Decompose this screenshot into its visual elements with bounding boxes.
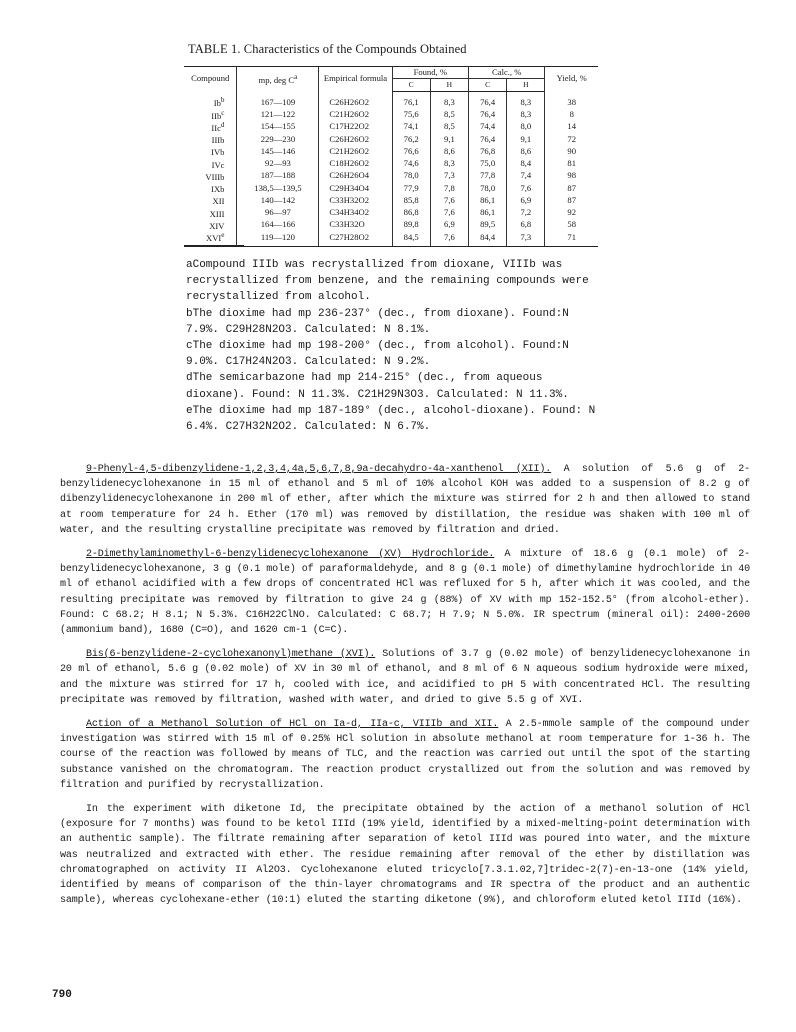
header-calc: Calc., % — [469, 67, 545, 79]
cell-found-c: 84,5 — [392, 231, 430, 246]
cell-calc-c: 76,4 — [469, 109, 507, 121]
cell-formula: C33H32O — [319, 219, 392, 231]
cell-calc-h: 9,1 — [507, 133, 545, 145]
cell-found-c: 86,8 — [392, 207, 430, 219]
cell-yield: 98 — [545, 170, 598, 182]
table-row — [184, 207, 598, 219]
cell-calc-c: 86,1 — [469, 194, 507, 206]
cell-found-h: 8,5 — [430, 121, 468, 133]
paragraph-heading: 9-Phenyl-4,5-dibenzylidene-1,2,3,4,4a,5,6,7,8,9a-decahydro-4a-xanthenol (XII). — [86, 464, 552, 475]
table-row — [184, 194, 598, 206]
cell-yield: 90 — [545, 145, 598, 157]
cell-found-c: 75,6 — [392, 109, 430, 121]
paragraph-hcl-action — [60, 717, 750, 793]
cell-formula: C26H26O4 — [319, 170, 392, 182]
cell-calc-h: 7,2 — [507, 207, 545, 219]
cell-calc-c: 77,8 — [469, 170, 507, 182]
compound-note: c — [221, 108, 225, 117]
compound-note: d — [220, 120, 225, 129]
cell-found-c: 89,8 — [392, 219, 430, 231]
table-row — [184, 158, 598, 170]
header-calc-h: H — [507, 79, 545, 91]
cell-yield: 71 — [545, 231, 598, 246]
cell-compound: Ib$^b$ — [213, 96, 225, 109]
cell-mp: 96—97 — [237, 207, 319, 219]
cell-formula: C21H26O2 — [319, 145, 392, 157]
cell-yield: 87 — [545, 194, 598, 206]
cell-yield: 14 — [545, 121, 598, 133]
cell-found-h: 7,6 — [430, 207, 468, 219]
table-row — [184, 219, 598, 231]
cell-compound: XIII — [209, 208, 225, 219]
header-yield: Yield, % — [545, 67, 598, 92]
paragraph-text: A solution of 5.6 g of 2-benzylidenecyclohexanone in 15 ml of ethanol and 5 ml of 10% alcohol KOH was added to a suspension of 8.2 g of dibenzylidenecyclohexanone in 200 ml of ether, after which the mixture was stirred for 2 h and then allowed to stand at room temperature for 24 h. Ether (170 ml) was removed by distillation, the residue was shaken with 100 ml of water, and the resulting crystalline precipitate was removed by filtration and dried. — [60, 464, 751, 536]
compound-note: b — [220, 96, 225, 105]
cell-formula: C33H32O2 — [319, 194, 392, 206]
cell-found-h: 7,6 — [430, 231, 468, 246]
cell-calc-c: 76,4 — [469, 133, 507, 145]
cell-found-c: 76,1 — [392, 91, 430, 108]
paragraph-text: A 2.5-mmole sample of the compound under investigation was stirred with 15 ml of 0.25% HCl solution in absolute methanol at room temperature for 1-36 h. The course of the reaction was followed by means of TLC, and the reaction was carried out until the spot of the starting substance vanished on the chromatogram. The reaction product crystallized out from the solution and was removed by filtration and purified by recrystallization. — [60, 719, 750, 791]
cell-calc-h: 6,8 — [507, 219, 545, 231]
paragraph-heading: Action of a Methanol Solution of HCl on Ia-d, IIa-c, VIIIb and XII. — [86, 719, 499, 731]
table-body — [184, 91, 598, 246]
footnote-d: dThe semicarbazone had mp 214-215° (dec., from aqueous dioxane). Found: N 11.3%. C21H29N3O3. Calculated: N 11.3%. — [186, 372, 569, 401]
table-footnotes — [186, 257, 606, 435]
header-mp-note: a — [294, 73, 298, 82]
cell-found-h: 7,8 — [430, 182, 468, 194]
header-empirical-formula: Empirical formula — [319, 67, 392, 92]
cell-calc-c: 89,5 — [469, 219, 507, 231]
cell-mp: 145—146 — [237, 145, 319, 157]
cell-found-h: 8,3 — [430, 158, 468, 170]
cell-formula: C18H26O2 — [319, 158, 392, 170]
cell-found-c: 74,1 — [392, 121, 430, 133]
cell-calc-h: 7,4 — [507, 170, 545, 182]
cell-formula: C26H26O2 — [319, 133, 392, 145]
page-number: 790 — [52, 989, 72, 1001]
cell-found-c: 77,9 — [392, 182, 430, 194]
cell-mp: 229—230 — [237, 133, 319, 145]
paragraph-xvi-synthesis — [60, 647, 750, 708]
footnote-c: cThe dioxime had mp 198-200° (dec., from alcohol). Found:N 9.0%. C17H24N2O3. Calculated: N 9.2%. — [186, 340, 569, 369]
paragraph-text: A mixture of 18.6 g (0.1 mole) of 2-benzylidenecyclohexanone, 3 g (0.1 mole) of paraformaldehyde, and 8 g (0.1 mole) of dimethylamine hydrochloride in 40 ml of ethanol acidified with a few drops of concentrated HCl was refluxed for 5 h, after which it was cooled, and the resulting precipitate was removed by filtration to give 24 g (88%) of XV with mp 152-152.5° (from alcohol-ether). Found: C 68.2; H 8.1; N 5.3%. C16H22ClNO. Calculated: C 68.7; H 7.9; N 5.0%. IR spectrum (mineral oil): 2400-2600 (ammonium band), 1680 (C=O), and 1620 cm-1 (C=C). — [60, 549, 751, 637]
cell-calc-h: 8,4 — [507, 158, 545, 170]
paragraph-heading: Bis(6-benzylidene-2-cyclohexanonyl)methane (XVI). — [86, 649, 376, 661]
paragraph-diketone-experiment — [60, 802, 750, 908]
body-text — [60, 462, 750, 917]
paragraph-text: In the experiment with diketone Id, the precipitate obtained by the action of a methanol solution of HCl (exposure for 7 months) was found to be ketol IIId (19% yield, identified by a mixed-melting-point determination with an authentic sample). The filtrate remaining after separation of ketol IIId was poured into water, and the mixture was neutralized and extracted with ether. The residue remaining after removal of the ether by distillation was chromatographed on activity II Al2O3. Cyclohexanone eluted tricyclo[7.3.1.02,7]tridec-2(7)-en-13-one (14% yield, identified by means of comparison of the thin-layer chromatograms and IR spectra of the product and an authentic sample), whereas cyclohexane-ether (10:1) eluted the starting diketone (9%), and chloroform eluted ketol IIId (16%). — [60, 804, 750, 907]
cell-calc-h: 8,3 — [507, 91, 545, 108]
footnote-b: bThe dioxime had mp 236-237° (dec., from dioxane). Found:N 7.9%. C29H28N2O3. Calculated: N 8.1%. — [186, 307, 569, 336]
cell-compound: VIIIb — [205, 171, 225, 182]
header-compound: Compound — [184, 67, 237, 92]
table-row — [184, 145, 598, 157]
cell-compound: IVc — [211, 159, 225, 170]
cell-compound: XII — [212, 196, 225, 207]
cell-calc-c: 74,4 — [469, 121, 507, 133]
cell-found-h: 8,6 — [430, 145, 468, 157]
cell-formula: C21H26O2 — [319, 109, 392, 121]
cell-mp: 121—122 — [237, 109, 319, 121]
cell-calc-h: 8,6 — [507, 145, 545, 157]
cell-found-h: 7,6 — [430, 194, 468, 206]
cell-calc-c: 78,0 — [469, 182, 507, 194]
cell-found-h: 8,3 — [430, 91, 468, 108]
cell-found-c: 74,6 — [392, 158, 430, 170]
cell-mp: 164—166 — [237, 219, 319, 231]
cell-yield: 92 — [545, 207, 598, 219]
cell-found-c: 78,0 — [392, 170, 430, 182]
cell-compound: IVb — [211, 147, 225, 158]
cell-calc-h: 8,3 — [507, 109, 545, 121]
cell-found-h: 7,3 — [430, 170, 468, 182]
cell-found-c: 76,2 — [392, 133, 430, 145]
compound-note: e — [221, 231, 225, 240]
cell-compound: IIb$^c$ — [211, 108, 225, 121]
cell-calc-c: 76,4 — [469, 91, 507, 108]
footnote-e: eThe dioxime had mp 187-189° (dec., alcohol-dioxane). Found: N 6.4%. C27H32N2O2. Calculated: N 6.7%. — [186, 404, 596, 434]
paragraph-xii-synthesis — [60, 462, 750, 538]
cell-compound: IIIb — [211, 134, 225, 145]
cell-found-h: 9,1 — [430, 133, 468, 145]
paragraph-text: Solutions of 3.7 g (0.02 mole) of benzylidenecyclohexanone in 20 ml of ethanol, 5.6 g (0.02 mole) of XV in 30 ml of ethanol, and 8 ml of 6 N aqueous sodium hydroxide were mixed, and the mixture was stirred for 17 h, cooled with ice, and acidified to pH 5 with concentrated HCl. The resulting precipitate was removed by filtration, washed with water, and dried to give 5.5 g of XVI. — [60, 649, 750, 706]
table-row — [184, 231, 598, 246]
table-row — [184, 182, 598, 194]
cell-formula: C29H34O4 — [319, 182, 392, 194]
cell-formula: C34H34O2 — [319, 207, 392, 219]
header-found-h: H — [430, 79, 468, 91]
cell-found-c: 76,6 — [392, 145, 430, 157]
table-row — [184, 121, 598, 133]
cell-calc-h: 6,9 — [507, 194, 545, 206]
table-row — [184, 170, 598, 182]
cell-yield: 72 — [545, 133, 598, 145]
cell-calc-c: 86,1 — [469, 207, 507, 219]
header-calc-c: C — [469, 79, 507, 91]
paragraph-heading: 2-Dimethylaminomethyl-6-benzylidenecyclohexanone (XV) Hydrochloride. — [86, 549, 495, 561]
header-found: Found, % — [392, 67, 468, 79]
table-row — [184, 91, 598, 108]
cell-mp: 92—93 — [237, 158, 319, 170]
table-title: TABLE 1. Characteristics of the Compounds Obtained — [188, 42, 467, 56]
cell-calc-c: 75,0 — [469, 158, 507, 170]
cell-calc-c: 76,8 — [469, 145, 507, 157]
header-found-c: C — [392, 79, 430, 91]
cell-yield: 38 — [545, 91, 598, 108]
characteristics-table — [184, 66, 598, 247]
footnote-a: aCompound IIIb was recrystallized from dioxane, VIIIb was recrystallized from benzene, and the remaining compounds were recrystallized from alcohol. — [186, 259, 589, 304]
cell-found-h: 6,9 — [430, 219, 468, 231]
cell-mp: 154—155 — [237, 121, 319, 133]
footnote-divider — [184, 245, 244, 246]
cell-mp: 119—120 — [237, 231, 319, 246]
cell-yield: 8 — [545, 109, 598, 121]
table-row — [184, 109, 598, 121]
cell-formula: C26H26O2 — [319, 91, 392, 108]
cell-mp: 140—142 — [237, 194, 319, 206]
cell-calc-h: 8,0 — [507, 121, 545, 133]
cell-calc-h: 7,6 — [507, 182, 545, 194]
cell-yield: 87 — [545, 182, 598, 194]
cell-yield: 58 — [545, 219, 598, 231]
cell-compound: IIc$^d$ — [211, 120, 225, 133]
cell-mp: 138,5—139,5 — [237, 182, 319, 194]
cell-compound: IXb — [211, 184, 225, 195]
cell-mp: 167—109 — [237, 91, 319, 108]
cell-yield: 81 — [545, 158, 598, 170]
cell-formula: C27H28O2 — [319, 231, 392, 246]
cell-found-h: 8,5 — [430, 109, 468, 121]
cell-mp: 187—188 — [237, 170, 319, 182]
cell-compound: XVIe — [184, 231, 237, 246]
cell-compound: XIV — [209, 220, 225, 231]
table-row — [184, 133, 598, 145]
header-mp: mp, deg $C^a$ — [237, 67, 319, 92]
cell-calc-c: 84,4 — [469, 231, 507, 246]
cell-found-c: 85,8 — [392, 194, 430, 206]
cell-calc-h: 7,3 — [507, 231, 545, 246]
paragraph-xv-synthesis — [60, 547, 750, 638]
cell-formula: C17H22O2 — [319, 121, 392, 133]
